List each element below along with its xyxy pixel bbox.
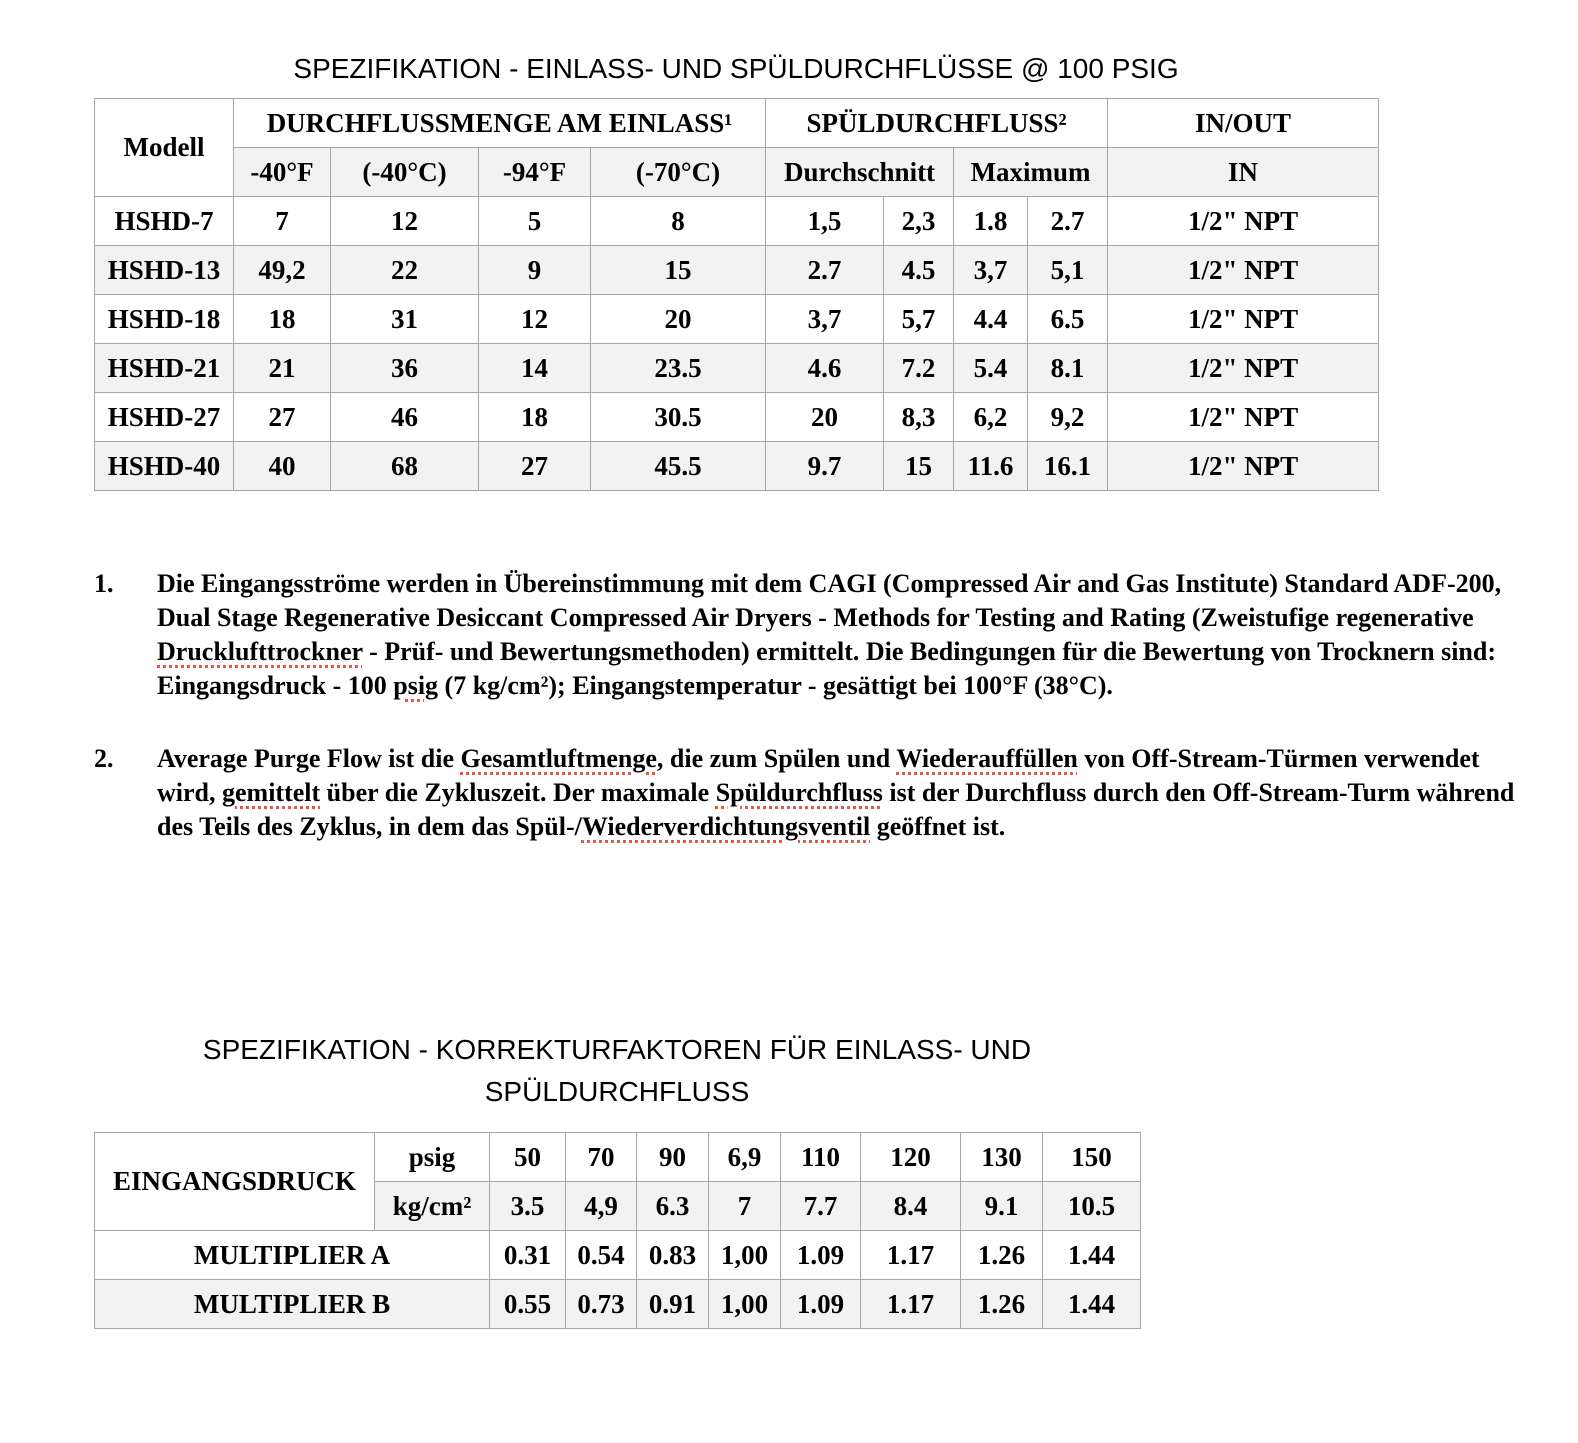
cell-mult-a-value: 0.31	[490, 1231, 566, 1280]
misspelled-word: Gesamtluftmenge	[460, 744, 657, 773]
header-maximum: Maximum	[954, 148, 1108, 197]
note-text-segment: geöffnet ist.	[870, 812, 1006, 841]
cell-value: 3,7	[954, 246, 1028, 295]
cell-value: 5	[479, 197, 591, 246]
cell-value: 4.4	[954, 295, 1028, 344]
cell-model: HSHD-21	[95, 344, 234, 393]
cell-value: 8.1	[1028, 344, 1108, 393]
cell-value: 6.5	[1028, 295, 1108, 344]
cell-mult-b-value: 1.09	[781, 1280, 861, 1329]
cell-value: 2.7	[1028, 197, 1108, 246]
cell-value: 2,3	[884, 197, 954, 246]
note-text-segment: (7 kg/cm²); Eingangstemperatur - gesättigt bei 100°F (38°C).	[438, 671, 1113, 700]
cell-mult-b-value: 1,00	[709, 1280, 781, 1329]
cell-value: 1.8	[954, 197, 1028, 246]
note-text-segment: ist der Durchfluss durch den Off-Stream-Turm während des Teils des Zyklus, in dem das Spül-/	[157, 778, 1515, 841]
misspelled-word: psig	[393, 671, 439, 700]
footnote-text	[157, 742, 1532, 844]
cell-psig-value: 120	[861, 1133, 961, 1182]
cell-value: 18	[479, 393, 591, 442]
cell-psig-value: 130	[961, 1133, 1043, 1182]
cell-value: 7.2	[884, 344, 954, 393]
cell-inout: 1/2" NPT	[1108, 295, 1379, 344]
footnote-number: 2.	[94, 744, 114, 773]
label-multiplier-b: MULTIPLIER B	[95, 1280, 490, 1329]
cell-value: 23.5	[591, 344, 766, 393]
note-text-segment: , die zum Spülen und	[656, 744, 897, 773]
cell-kgcm2-value: 7.7	[781, 1182, 861, 1231]
misspelled-word: Wiederauffüllen	[896, 744, 1078, 773]
header-psig-unit: psig	[375, 1133, 490, 1182]
cell-kgcm2-value: 9.1	[961, 1182, 1043, 1231]
cell-psig-value: 50	[490, 1133, 566, 1182]
cell-value: 5,1	[1028, 246, 1108, 295]
cell-value: 49,2	[234, 246, 331, 295]
cell-mult-a-value: 1,00	[709, 1231, 781, 1280]
table1-header-row-sub	[95, 148, 1379, 197]
cell-model: HSHD-7	[95, 197, 234, 246]
cell-kgcm2-value: 4,9	[566, 1182, 637, 1231]
cell-psig-value: 6,9	[709, 1133, 781, 1182]
misspelled-word: Spüldurchfluss	[715, 778, 883, 807]
footnote-number: 1.	[94, 569, 114, 598]
cell-value: 30.5	[591, 393, 766, 442]
table2-multiplier-b-row	[95, 1280, 1141, 1329]
cell-mult-b-value: 0.55	[490, 1280, 566, 1329]
header-kgcm2-unit: kg/cm²	[375, 1182, 490, 1231]
cell-mult-a-value: 1.09	[781, 1231, 861, 1280]
footnote-1	[94, 567, 1578, 703]
header-purge-flow-group: SPÜLDURCHFLUSS²	[766, 99, 1108, 148]
cell-value: 16.1	[1028, 442, 1108, 491]
cell-model: HSHD-27	[95, 393, 234, 442]
cell-value: 9.7	[766, 442, 884, 491]
cell-psig-value: 110	[781, 1133, 861, 1182]
table-row	[95, 295, 1379, 344]
cell-value: 5.4	[954, 344, 1028, 393]
table-row	[95, 344, 1379, 393]
cell-mult-a-value: 0.54	[566, 1231, 637, 1280]
cell-kgcm2-value: 6.3	[637, 1182, 709, 1231]
table2-psig-row	[95, 1133, 1141, 1182]
header-modell: Modell	[95, 99, 234, 197]
cell-value: 4.5	[884, 246, 954, 295]
inlet-purge-flow-table	[94, 98, 1379, 491]
header-inout-group: IN/OUT	[1108, 99, 1379, 148]
cell-value: 21	[234, 344, 331, 393]
correction-factors-table	[94, 1132, 1141, 1329]
note-text-segment: Average Purge Flow ist die	[157, 744, 461, 773]
table-row	[95, 197, 1379, 246]
cell-value: 20	[766, 393, 884, 442]
header-minus70c: (-70°C)	[591, 148, 766, 197]
label-multiplier-a: MULTIPLIER A	[95, 1231, 490, 1280]
cell-value: 27	[479, 442, 591, 491]
cell-value: 45.5	[591, 442, 766, 491]
cell-mult-b-value: 1.44	[1043, 1280, 1141, 1329]
table-row	[95, 393, 1379, 442]
cell-value: 12	[479, 295, 591, 344]
cell-value: 6,2	[954, 393, 1028, 442]
cell-kgcm2-value: 10.5	[1043, 1182, 1141, 1231]
note-text-segment: - Prüf- und Bewertungsmethoden) ermittelt. Die Bedingungen für die Bewertung von Trocknern sind: Eingangsdruck - 100	[157, 637, 1496, 700]
cell-kgcm2-value: 8.4	[861, 1182, 961, 1231]
section2-title-line1: SPEZIFIKATION - KORREKTURFAKTOREN FÜR EINLASS- UND	[202, 1034, 1032, 1065]
cell-value: 22	[331, 246, 479, 295]
cell-value: 9,2	[1028, 393, 1108, 442]
cell-inout: 1/2" NPT	[1108, 393, 1379, 442]
cell-mult-b-value: 0.91	[637, 1280, 709, 1329]
cell-value: 27	[234, 393, 331, 442]
cell-mult-a-value: 1.26	[961, 1231, 1043, 1280]
cell-kgcm2-value: 7	[709, 1182, 781, 1231]
cell-value: 8	[591, 197, 766, 246]
note-text-segment: Die Eingangsströme werden in Übereinstimmung mit dem CAGI (Compressed Air and Gas Institute) Standard ADF-200, Dual Stage Regenerative Desiccant Compressed Air Dryers - Methods for Testing and Rating (Zweistufige regenerative	[157, 569, 1502, 632]
cell-mult-b-value: 0.73	[566, 1280, 637, 1329]
cell-value: 46	[331, 393, 479, 442]
cell-inout: 1/2" NPT	[1108, 344, 1379, 393]
cell-value: 40	[234, 442, 331, 491]
misspelled-word: gemittelt	[222, 778, 321, 807]
cell-inout: 1/2" NPT	[1108, 246, 1379, 295]
cell-value: 3,7	[766, 295, 884, 344]
cell-value: 15	[884, 442, 954, 491]
cell-mult-a-value: 0.83	[637, 1231, 709, 1280]
table-row	[95, 246, 1379, 295]
misspelled-word: Drucklufttrockner	[157, 637, 363, 666]
header-in: IN	[1108, 148, 1379, 197]
header-minus40c: (-40°C)	[331, 148, 479, 197]
cell-model: HSHD-18	[95, 295, 234, 344]
cell-model: HSHD-40	[95, 442, 234, 491]
cell-inout: 1/2" NPT	[1108, 442, 1379, 491]
note-text-segment: über die Zykluszeit. Der maximale	[320, 778, 716, 807]
cell-value: 15	[591, 246, 766, 295]
header-eingangsdruck: EINGANGSDRUCK	[95, 1133, 375, 1231]
cell-value: 7	[234, 197, 331, 246]
cell-mult-a-value: 1.44	[1043, 1231, 1141, 1280]
table1-header-row-groups	[95, 99, 1379, 148]
cell-value: 18	[234, 295, 331, 344]
cell-mult-a-value: 1.17	[861, 1231, 961, 1280]
cell-inout: 1/2" NPT	[1108, 197, 1379, 246]
cell-mult-b-value: 1.26	[961, 1280, 1043, 1329]
cell-value: 5,7	[884, 295, 954, 344]
table2-multiplier-a-row	[95, 1231, 1141, 1280]
note-text-segment: von Off-Stream-Türmen verwendet wird,	[157, 744, 1480, 807]
cell-value: 4.6	[766, 344, 884, 393]
cell-kgcm2-value: 3.5	[490, 1182, 566, 1231]
footnote-text	[157, 567, 1532, 703]
cell-value: 11.6	[954, 442, 1028, 491]
misspelled-word: Wiederverdichtungsventil	[581, 812, 871, 841]
cell-model: HSHD-13	[95, 246, 234, 295]
cell-value: 12	[331, 197, 479, 246]
header-inlet-flow-group: DURCHFLUSSMENGE AM EINLASS¹	[234, 99, 766, 148]
cell-psig-value: 150	[1043, 1133, 1141, 1182]
cell-value: 8,3	[884, 393, 954, 442]
section2-title	[94, 1029, 1140, 1113]
cell-value: 9	[479, 246, 591, 295]
table-row	[95, 442, 1379, 491]
cell-psig-value: 90	[637, 1133, 709, 1182]
section1-title: SPEZIFIKATION - EINLASS- UND SPÜLDURCHFLÜSSE @ 100 PSIG	[293, 53, 1179, 84]
cell-value: 1,5	[766, 197, 884, 246]
footnote-2	[94, 742, 1578, 844]
header-minus94f: -94°F	[479, 148, 591, 197]
cell-mult-b-value: 1.17	[861, 1280, 961, 1329]
cell-value: 14	[479, 344, 591, 393]
cell-psig-value: 70	[566, 1133, 637, 1182]
cell-value: 68	[331, 442, 479, 491]
cell-value: 2.7	[766, 246, 884, 295]
header-minus40f: -40°F	[234, 148, 331, 197]
cell-value: 20	[591, 295, 766, 344]
cell-value: 36	[331, 344, 479, 393]
cell-value: 31	[331, 295, 479, 344]
header-durchschnitt: Durchschnitt	[766, 148, 954, 197]
section2-title-line2: SPÜLDURCHFLUSS	[484, 1076, 750, 1107]
